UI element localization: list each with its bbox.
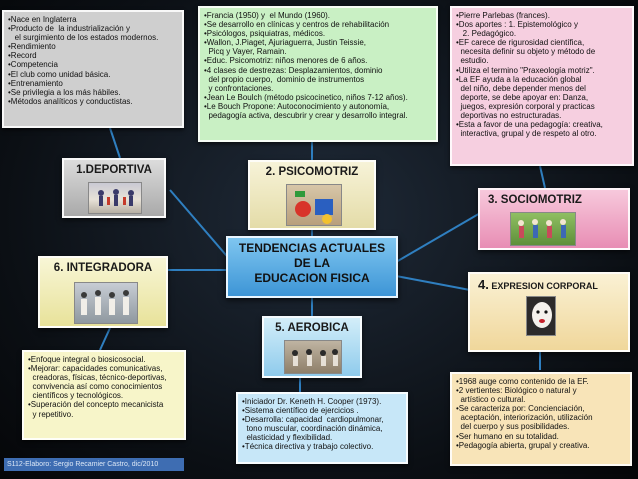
connector-integradora-box: [100, 328, 110, 350]
integradora-text-box: [22, 350, 186, 440]
aerobics-class-image-icon: [285, 341, 342, 374]
deportiva-list-item: el surgimiento de los estados modernos.: [8, 33, 159, 43]
psicomotriz-list-item: pedagogía activa, descubrir y crear y desarrollo integral.: [204, 111, 408, 121]
integradora-list-item: •Mejorar: capacidades comunicativas,: [28, 364, 163, 374]
aerobica-photo: [284, 340, 342, 374]
sociomotriz-list-item: juegos, expresión corporal y practicas: [456, 101, 595, 111]
connector-deportiva-box: [110, 128, 120, 158]
sociomotriz-list-item: •Dos aportes : 1. Epistemológico y: [456, 20, 578, 30]
runners-image-icon: [89, 183, 142, 214]
node-psicomotriz: [248, 160, 376, 230]
deportiva-list: [8, 15, 178, 106]
node-expresion-label: EXPRESION CORPORAL: [488, 281, 598, 291]
sociomotriz-list-item: 2. Pedagógico.: [456, 29, 517, 39]
psicomotriz-list-item: •Psicólogos, psiquiatras, médicos.: [204, 29, 326, 39]
expresion-list-item: •2 vertientes: Biológico o natural y: [456, 386, 577, 396]
expresion-list-item: aceptación, interiorización, utilización: [456, 413, 593, 423]
expresion-text-box: [450, 372, 632, 466]
expresion-list-item: •1968 auge como contenido de la EF.: [456, 377, 589, 386]
deportiva-list-item: •El club como unidad básica.: [8, 69, 111, 79]
mime-face-image-icon: [527, 297, 556, 336]
central-topic-line-2: DE LA: [294, 256, 330, 270]
deportiva-list-item: •Entrenamiento: [8, 78, 63, 88]
central-topic-line-3: EDUCACION FISICA: [254, 271, 370, 285]
psicomotriz-list-item: •Wallon, J.Piaget, Ajuriaguerra, Justin Teissie,: [204, 38, 366, 48]
node-expresion: [468, 272, 630, 352]
expresion-list: [456, 377, 626, 450]
integradora-list-item: y repetitivo.: [28, 409, 74, 419]
toys-image-icon: [287, 185, 342, 226]
integradora-list-item: convivencia así como conocimientos: [28, 382, 163, 392]
deportiva-text-box: [2, 10, 184, 128]
deportiva-list-item: •Record: [8, 51, 37, 61]
expresion-list-item: •Pedagogía abierta, grupal y creativa.: [456, 440, 590, 450]
connector-sociomotriz: [396, 212, 482, 262]
node-expresion-title: [470, 274, 628, 296]
psicomotriz-list-item: y confrontaciones.: [204, 83, 274, 93]
node-psicomotriz-title: 2. PSICOMOTRIZ: [265, 166, 359, 178]
sociomotriz-list-item: estudio.: [456, 56, 489, 66]
deportiva-list-item: •Producto de la industrialización y: [8, 24, 130, 34]
aerobica-list: [242, 397, 402, 452]
deportiva-list-item: •Nace en Inglaterra: [8, 15, 77, 24]
expresion-list-item: •Se caracteriza por: Concienciación,: [456, 404, 585, 414]
deportiva-photo: [88, 182, 142, 214]
integradora-list-item: •Enfoque integral o biosicosocial.: [28, 355, 146, 364]
sociomotriz-list-item: deporte, se debe apoyar en: Danza,: [456, 92, 589, 102]
sociomotriz-list-item: •La EF ayuda a la educación global: [456, 74, 582, 84]
node-integradora: [38, 256, 168, 328]
integradora-list-item: •Superación del concepto mecanicista: [28, 400, 164, 410]
node-aerobica: [262, 316, 362, 378]
psicomotriz-list: [204, 11, 432, 120]
deportiva-list-item: •Competencia: [8, 60, 58, 70]
central-topic-line-1: TENDENCIAS ACTUALES: [238, 241, 386, 255]
sociomotriz-list-item: •EF carece de rigurosidad científica,: [456, 38, 585, 48]
psicomotriz-list-item: •Le Bouch Propone: Autoconocimiento y autonomía,: [204, 101, 390, 111]
aerobica-list-item: •Sistema científico de ejercicios .: [242, 406, 359, 416]
psicomotriz-list-item: Picq y Vayer, Ramain.: [204, 47, 287, 57]
author-credit: S112-Elaboro: Sergio Recamier Castro, dic/2010: [4, 458, 184, 471]
psicomotriz-list-item: •Francia (1950) y el Mundo (1960).: [204, 11, 330, 20]
sociomotriz-list-item: deportivas no estructuradas.: [456, 111, 562, 121]
node-sociomotriz: [478, 188, 630, 250]
integradora-list: [28, 355, 180, 419]
connector-sociomotriz-box: [540, 166, 545, 188]
sociomotriz-list: [456, 11, 628, 138]
sociomotriz-list-item: necesita definir su objeto y método de: [456, 47, 596, 57]
integradora-list-item: científicos y tecnológicos.: [28, 391, 124, 401]
sociomotriz-list-item: •Esta a favor de una pedagogía: creativa,: [456, 120, 603, 130]
node-deportiva: [62, 158, 166, 218]
sociomotriz-list-item: interactiva, grupal y de respeto al otro.: [456, 129, 597, 139]
aerobica-text-box: [236, 392, 408, 464]
aerobica-list-item: elasticidad y flexibilidad.: [242, 433, 333, 443]
integradora-photo: [74, 282, 138, 324]
node-expresion-number: 4.: [478, 277, 489, 292]
sociomotriz-list-item: •Utiliza el termino "Praxeología motriz".: [456, 65, 595, 75]
sociomotriz-text-box: [450, 6, 634, 166]
expresion-list-item: artístico o cultural.: [456, 395, 526, 405]
psicomotriz-list-item: •Jean Le Boulch (método psicocinetico, niños 7-12 años).: [204, 92, 408, 102]
connector-deportiva: [170, 190, 232, 262]
aerobica-list-item: •Técnica directiva y trabajo colectivo.: [242, 442, 374, 452]
node-deportiva-title: 1.DEPORTIVA: [76, 164, 152, 176]
psicomotriz-list-item: •Educ. Psicomotriz: niños menores de 6 años.: [204, 56, 368, 66]
connector-expresion: [396, 276, 470, 290]
deportiva-list-item: •Se privilegia a los más hábiles.: [8, 87, 121, 97]
expresion-list-item: •Ser humano en su totalidad.: [456, 431, 559, 441]
node-sociomotriz-title: 3. SOCIOMOTRIZ: [488, 194, 582, 206]
aerobica-list-item: tono muscular, coordinación dinámica,: [242, 424, 383, 434]
students-image-icon: [75, 283, 138, 324]
psicomotriz-list-item: •Se desarrollo en clínicas y centros de rehabilitación: [204, 20, 390, 30]
node-aerobica-title: 5. AEROBICA: [275, 322, 349, 334]
sociomotriz-list-item: •Pierre Parlebas (frances).: [456, 11, 550, 20]
integradora-list-item: creadoras, físicas, técnico-deportivas,: [28, 373, 167, 383]
psicomotriz-list-item: •4 clases de destrezas: Desplazamientos, dominio: [204, 65, 383, 75]
deportiva-list-item: •Rendimiento: [8, 42, 56, 52]
sociomotriz-photo: [510, 212, 576, 246]
aerobica-list-item: •Desarrolla: capacidad cardiopulmonar,: [242, 415, 384, 425]
expresion-list-item: del cuerpo y sus posibilidades.: [456, 422, 570, 432]
psicomotriz-photo: [286, 184, 342, 226]
sociomotriz-list-item: del niño, debe depender menos del: [456, 83, 586, 93]
node-integradora-title: 6. INTEGRADORA: [53, 262, 153, 274]
expresion-photo: [526, 296, 556, 336]
children-group-image-icon: [511, 213, 576, 246]
central-topic: [226, 236, 398, 298]
psicomotriz-list-item: del propio cuerpo, dominio de instrumentos: [204, 74, 365, 84]
psicomotriz-text-box: [198, 6, 438, 142]
aerobica-list-item: •Iniciador Dr. Keneth H. Cooper (1973).: [242, 397, 382, 406]
deportiva-list-item: •Métodos analíticos y conductistas.: [8, 96, 133, 106]
